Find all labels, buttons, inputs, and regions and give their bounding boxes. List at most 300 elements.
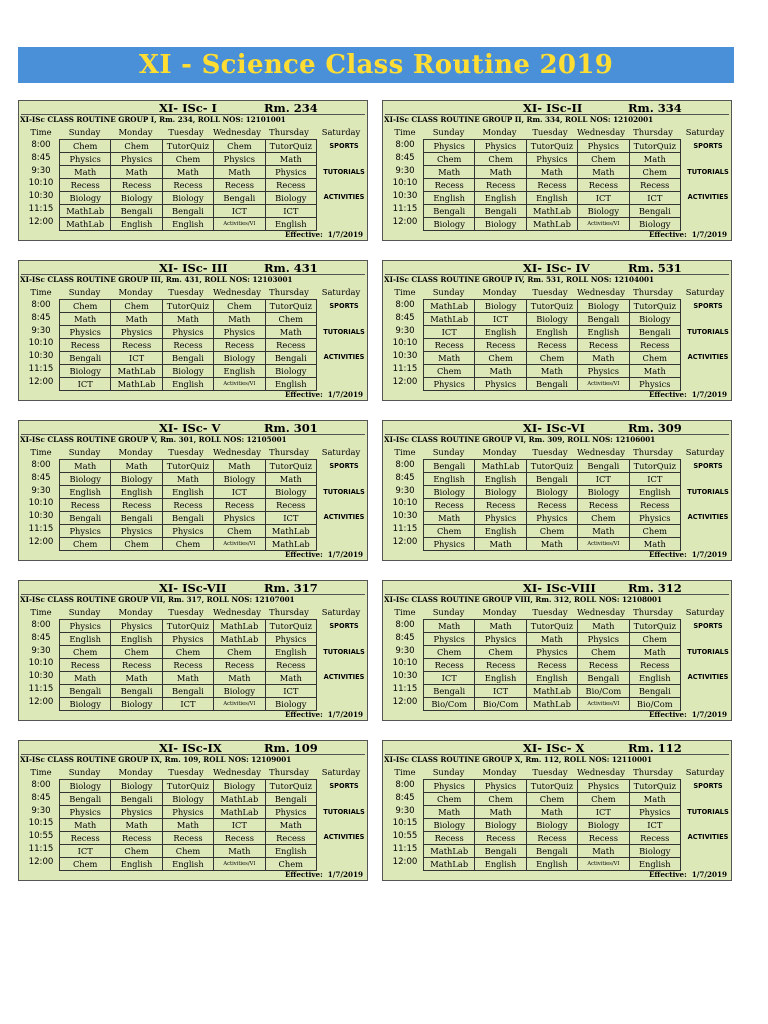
- subject-cell: Chem: [424, 525, 475, 538]
- period-time: 8:00: [395, 620, 415, 630]
- subject-cell: Physics: [475, 780, 526, 793]
- subject-cell: Bengali: [629, 685, 680, 698]
- subject-cell: MathLab: [111, 365, 162, 378]
- subject-cell: Biology: [60, 780, 111, 793]
- subject-cell: ICT: [60, 378, 111, 391]
- subject-cell: Bengali: [60, 512, 111, 525]
- period-time: 12:00: [392, 216, 418, 227]
- subject-cell: Math: [475, 365, 526, 378]
- period-time: 10:10: [28, 338, 54, 349]
- day-header: Monday: [482, 767, 517, 777]
- subject-cell: ICT: [629, 192, 680, 205]
- room-number: Rm. 334: [628, 101, 682, 115]
- subject-cell: Bengali: [162, 352, 213, 365]
- table-row: [60, 300, 317, 313]
- subject-cell: Physics: [214, 326, 265, 339]
- period-time: 10:30: [392, 351, 418, 362]
- subject-cell: Recess: [526, 339, 577, 352]
- saturday-activities: ACTIVITIES: [323, 353, 365, 361]
- subject-cell: Recess: [162, 179, 213, 192]
- period-time: 12:00: [392, 696, 418, 707]
- subject-cell: Biology: [475, 300, 526, 313]
- subject-cell: Biology: [475, 819, 526, 832]
- group-name: XI- ISc- IV: [523, 261, 590, 275]
- subject-cell: Biology: [214, 780, 265, 793]
- table-row: [424, 326, 681, 339]
- subject-cell: ICT: [265, 685, 316, 698]
- subject-cell: Math: [265, 819, 316, 832]
- subject-cell: Recess: [578, 339, 629, 352]
- subject-cell: Bengali: [265, 793, 316, 806]
- period-time: 10:30: [392, 671, 418, 682]
- subject-cell: Bengali: [60, 685, 111, 698]
- saturday-activities: ACTIVITIES: [687, 353, 729, 361]
- table-row: [424, 140, 681, 153]
- table-row: [60, 698, 317, 711]
- subject-cell: MathLab: [265, 525, 316, 538]
- subject-cell: English: [265, 646, 316, 659]
- subject-cell: Chem: [60, 646, 111, 659]
- subject-cell: Recess: [475, 339, 526, 352]
- subject-cell: ICT: [111, 352, 162, 365]
- subject-cell: Math: [214, 845, 265, 858]
- period-time: 8:45: [31, 152, 51, 163]
- subject-cell: ICT: [578, 192, 629, 205]
- subject-cell: ICT: [629, 819, 680, 832]
- subject-cell: Math: [162, 819, 213, 832]
- day-header: Tuesday: [532, 767, 568, 777]
- day-header: Saturday: [685, 287, 725, 297]
- period-time: 12:00: [28, 856, 54, 867]
- effective-date: [285, 230, 363, 240]
- subject-cell: English: [526, 858, 577, 871]
- subject-cell: Biology: [629, 845, 680, 858]
- period-time: 8:00: [395, 780, 415, 790]
- period-time: 8:45: [395, 632, 415, 643]
- saturday-sports: SPORTS: [693, 462, 723, 470]
- subject-cell: Math: [526, 806, 577, 819]
- saturday-sports: SPORTS: [693, 302, 723, 310]
- period-time: 10:30: [28, 511, 54, 522]
- group-subtitle: XI-ISc CLASS ROUTINE GROUP X, Rm. 112, ROLL NOS: 12110001: [384, 755, 652, 764]
- subject-cell: Physics: [475, 378, 526, 391]
- day-header: Sunday: [68, 607, 101, 617]
- subject-cell: English: [424, 192, 475, 205]
- subject-cell: Bengali: [424, 205, 475, 218]
- subject-cell: English: [111, 218, 162, 231]
- subject-cell: English: [60, 486, 111, 499]
- subject-cell: Physics: [475, 512, 526, 525]
- period-time: 12:00: [392, 376, 418, 387]
- day-header: Saturday: [321, 607, 361, 617]
- subject-cell: Biology: [265, 486, 316, 499]
- subject-cell: Recess: [265, 499, 316, 512]
- table-row: [424, 352, 681, 365]
- subject-cell: ICT: [162, 698, 213, 711]
- subject-cell: Chem: [265, 858, 316, 871]
- subject-cell: Physics: [162, 633, 213, 646]
- subject-cell: Recess: [265, 832, 316, 845]
- subject-cell: MathLab: [111, 378, 162, 391]
- subject-cell: Chem: [578, 793, 629, 806]
- subject-cell: Bengali: [162, 512, 213, 525]
- subject-cell: Chem: [475, 153, 526, 166]
- day-header: Sunday: [432, 447, 465, 457]
- table-row: [424, 473, 681, 486]
- subject-cell: English: [111, 486, 162, 499]
- subject-cell: Biology: [265, 698, 316, 711]
- subject-cell: Recess: [265, 339, 316, 352]
- subject-cell: Math: [424, 512, 475, 525]
- effective-date: [649, 870, 727, 880]
- saturday-activities: ACTIVITIES: [687, 833, 729, 841]
- subject-cell: Biology: [265, 365, 316, 378]
- subject-cell: Activities/VI: [578, 378, 629, 391]
- subject-cell: Math: [475, 806, 526, 819]
- effective-date: [285, 710, 363, 720]
- group-subtitle: XI-ISc CLASS ROUTINE GROUP VIII, Rm. 312, ROLL NOS: 12108001: [384, 595, 663, 604]
- effective-value: 1/7/2019: [327, 710, 363, 719]
- period-time: 10:30: [392, 511, 418, 522]
- day-header: Tuesday: [168, 767, 204, 777]
- group-name: XI- ISc- X: [523, 741, 585, 755]
- day-header: Wednesday: [213, 127, 261, 137]
- table-row: [424, 646, 681, 659]
- table-row: [424, 179, 681, 192]
- table-row: [60, 486, 317, 499]
- subject-cell: Recess: [424, 339, 475, 352]
- group-name: XI- ISc-VIII: [523, 581, 596, 595]
- day-header: Tuesday: [168, 607, 204, 617]
- subject-cell: Physics: [629, 806, 680, 819]
- saturday-tutorials: TUTORIALS: [323, 488, 365, 496]
- saturday-tutorials: TUTORIALS: [687, 488, 729, 496]
- subject-cell: Activities/VI: [578, 858, 629, 871]
- saturday-sports: SPORTS: [329, 782, 359, 790]
- table-row: [60, 832, 317, 845]
- subject-cell: TutorQuiz: [526, 140, 577, 153]
- subject-cell: TutorQuiz: [162, 780, 213, 793]
- period-time: 11:15: [28, 364, 54, 374]
- day-header: Saturday: [685, 127, 725, 137]
- table-row: [424, 620, 681, 633]
- subject-cell: Biology: [424, 218, 475, 231]
- subject-cell: English: [265, 845, 316, 858]
- period-time: 12:00: [392, 856, 418, 867]
- subject-cell: Math: [578, 620, 629, 633]
- subject-cell: Chem: [475, 793, 526, 806]
- table-row: [424, 525, 681, 538]
- day-header: Wednesday: [213, 767, 261, 777]
- table-row: [424, 858, 681, 871]
- saturday-activities: ACTIVITIES: [687, 513, 729, 521]
- effective-label: Effective:: [284, 390, 323, 399]
- time-header: Time: [394, 607, 416, 617]
- subject-cell: Bengali: [578, 313, 629, 326]
- day-header: Monday: [482, 287, 517, 297]
- effective-value: 1/7/2019: [691, 550, 727, 559]
- subject-cell: Math: [214, 460, 265, 473]
- day-header: Thursday: [269, 767, 309, 777]
- period-time: 9:30: [395, 805, 415, 816]
- subject-cell: Chem: [214, 300, 265, 313]
- effective-label: Effective:: [648, 390, 687, 399]
- subject-cell: Recess: [162, 832, 213, 845]
- subject-cell: ICT: [214, 819, 265, 832]
- period-time: 8:45: [395, 472, 415, 483]
- period-time: 8:45: [395, 152, 415, 163]
- day-header: Tuesday: [168, 287, 204, 297]
- table-row: [60, 205, 317, 218]
- subject-cell: Math: [578, 166, 629, 179]
- table-row: [60, 153, 317, 166]
- subject-cell: Math: [111, 166, 162, 179]
- saturday-sports: SPORTS: [329, 462, 359, 470]
- table-row: [60, 326, 317, 339]
- subject-cell: Recess: [60, 499, 111, 512]
- period-time: 10:15: [392, 818, 418, 829]
- subject-cell: Activities/VI: [214, 698, 265, 711]
- subject-cell: Physics: [424, 780, 475, 793]
- period-time: 8:00: [395, 140, 415, 150]
- time-header: Time: [30, 127, 52, 137]
- subject-cell: Chem: [578, 646, 629, 659]
- table-row: [60, 633, 317, 646]
- group-name: XI- ISc- I: [159, 101, 217, 115]
- subject-cell: Recess: [162, 659, 213, 672]
- subject-cell: Physics: [60, 620, 111, 633]
- table-row: [60, 659, 317, 672]
- group-name: XI- ISc-VII: [159, 581, 227, 595]
- subject-cell: Math: [214, 313, 265, 326]
- group-name: XI- ISc- V: [159, 421, 221, 435]
- subject-cell: Math: [111, 672, 162, 685]
- subject-cell: Bio/Com: [424, 698, 475, 711]
- subject-cell: Physics: [111, 153, 162, 166]
- table-row: [424, 486, 681, 499]
- table-row: [424, 780, 681, 793]
- subject-cell: Physics: [475, 633, 526, 646]
- effective-value: 1/7/2019: [327, 550, 363, 559]
- day-header: Tuesday: [168, 127, 204, 137]
- subject-cell: Biology: [111, 780, 162, 793]
- subject-cell: Recess: [60, 832, 111, 845]
- subject-cell: Math: [424, 352, 475, 365]
- schedule-grid: [59, 779, 317, 871]
- subject-cell: Math: [629, 153, 680, 166]
- day-header: Monday: [118, 127, 153, 137]
- subject-cell: Recess: [162, 499, 213, 512]
- period-time: 9:30: [31, 805, 51, 816]
- subject-cell: English: [111, 858, 162, 871]
- period-time: 9:30: [31, 485, 51, 496]
- day-header: Thursday: [269, 607, 309, 617]
- subject-cell: Bengali: [162, 205, 213, 218]
- room-number: Rm. 312: [628, 581, 682, 595]
- subject-cell: Recess: [214, 832, 265, 845]
- subject-cell: TutorQuiz: [265, 780, 316, 793]
- period-time: 10:10: [392, 498, 418, 509]
- group-subtitle: XI-ISc CLASS ROUTINE GROUP IX, Rm. 109, ROLL NOS: 12109001: [20, 755, 292, 764]
- table-row: [424, 339, 681, 352]
- subject-cell: Recess: [629, 659, 680, 672]
- day-header: Thursday: [633, 607, 673, 617]
- subject-cell: Physics: [526, 646, 577, 659]
- table-row: [424, 300, 681, 313]
- subject-cell: English: [629, 672, 680, 685]
- effective-date: [285, 550, 363, 560]
- subject-cell: Physics: [578, 365, 629, 378]
- subject-cell: English: [578, 326, 629, 339]
- subject-cell: Bengali: [629, 205, 680, 218]
- subject-cell: English: [162, 378, 213, 391]
- group-subtitle: XI-ISc CLASS ROUTINE GROUP I, Rm. 234, ROLL NOS: 12101001: [20, 115, 286, 124]
- effective-value: 1/7/2019: [327, 870, 363, 879]
- subject-cell: Math: [111, 313, 162, 326]
- subject-cell: Bengali: [475, 845, 526, 858]
- subject-cell: Chem: [60, 300, 111, 313]
- routine-panel: [18, 260, 368, 401]
- subject-cell: Physics: [111, 525, 162, 538]
- subject-cell: Physics: [424, 140, 475, 153]
- subject-cell: Chem: [60, 140, 111, 153]
- table-row: [60, 525, 317, 538]
- effective-date: [649, 710, 727, 720]
- day-header: Sunday: [432, 607, 465, 617]
- table-row: [60, 192, 317, 205]
- subject-cell: Recess: [424, 659, 475, 672]
- subject-cell: Chem: [162, 845, 213, 858]
- subject-cell: Chem: [424, 646, 475, 659]
- subject-cell: Biology: [60, 698, 111, 711]
- subject-cell: Bengali: [265, 352, 316, 365]
- time-header: Time: [30, 607, 52, 617]
- subject-cell: Bengali: [424, 460, 475, 473]
- period-time: 8:45: [31, 792, 51, 803]
- subject-cell: English: [265, 378, 316, 391]
- routine-panel: [382, 580, 732, 721]
- subject-cell: Chem: [629, 352, 680, 365]
- subject-cell: Recess: [629, 832, 680, 845]
- subject-cell: Math: [60, 672, 111, 685]
- subject-cell: Math: [475, 620, 526, 633]
- saturday-sports: SPORTS: [329, 142, 359, 150]
- period-time: 12:00: [28, 216, 54, 227]
- subject-cell: Physics: [214, 512, 265, 525]
- subject-cell: MathLab: [214, 620, 265, 633]
- subject-cell: MathLab: [265, 538, 316, 551]
- day-header: Thursday: [633, 447, 673, 457]
- subject-cell: Recess: [424, 179, 475, 192]
- subject-cell: English: [526, 672, 577, 685]
- subject-cell: Recess: [526, 499, 577, 512]
- time-header: Time: [30, 447, 52, 457]
- subject-cell: Bengali: [578, 672, 629, 685]
- day-header: Monday: [118, 767, 153, 777]
- subject-cell: MathLab: [424, 300, 475, 313]
- day-header: Thursday: [633, 287, 673, 297]
- subject-cell: Recess: [578, 499, 629, 512]
- subject-cell: Math: [265, 672, 316, 685]
- day-header: Monday: [118, 607, 153, 617]
- day-header: Wednesday: [577, 287, 625, 297]
- subject-cell: Math: [475, 166, 526, 179]
- subject-cell: Chem: [111, 845, 162, 858]
- room-number: Rm. 301: [264, 421, 318, 435]
- subject-cell: MathLab: [424, 313, 475, 326]
- group-subtitle: XI-ISc CLASS ROUTINE GROUP III, Rm. 431, ROLL NOS: 12103001: [20, 275, 293, 284]
- subject-cell: English: [475, 192, 526, 205]
- subject-cell: Math: [162, 473, 213, 486]
- day-header: Sunday: [432, 127, 465, 137]
- table-row: [424, 153, 681, 166]
- table-row: [60, 672, 317, 685]
- subject-cell: ICT: [475, 685, 526, 698]
- table-row: [424, 845, 681, 858]
- subject-cell: TutorQuiz: [526, 300, 577, 313]
- day-header: Saturday: [321, 127, 361, 137]
- subject-cell: Recess: [475, 179, 526, 192]
- subject-cell: Biology: [162, 793, 213, 806]
- subject-cell: Biology: [214, 473, 265, 486]
- subject-cell: Biology: [475, 218, 526, 231]
- period-time: 9:30: [31, 325, 51, 336]
- subject-cell: Biology: [578, 300, 629, 313]
- day-header: Tuesday: [532, 127, 568, 137]
- subject-cell: Bengali: [629, 326, 680, 339]
- subject-cell: Physics: [526, 153, 577, 166]
- period-time: 12:00: [28, 536, 54, 547]
- subject-cell: Math: [60, 313, 111, 326]
- table-row: [60, 140, 317, 153]
- subject-cell: Chem: [629, 166, 680, 179]
- subject-cell: Chem: [111, 538, 162, 551]
- day-header: Thursday: [633, 767, 673, 777]
- table-row: [424, 192, 681, 205]
- subject-cell: English: [526, 326, 577, 339]
- subject-cell: Recess: [60, 179, 111, 192]
- period-time: 8:45: [31, 312, 51, 323]
- routine-panel: [382, 420, 732, 561]
- subject-cell: Recess: [60, 659, 111, 672]
- subject-cell: TutorQuiz: [629, 780, 680, 793]
- period-time: 8:00: [31, 140, 51, 150]
- period-time: 11:15: [28, 844, 54, 854]
- subject-cell: Activities/VI: [214, 218, 265, 231]
- subject-cell: English: [475, 525, 526, 538]
- subject-cell: Activities/VI: [214, 858, 265, 871]
- table-row: [60, 685, 317, 698]
- table-row: [60, 365, 317, 378]
- subject-cell: Recess: [214, 179, 265, 192]
- subject-cell: Math: [578, 845, 629, 858]
- subject-cell: Recess: [111, 339, 162, 352]
- subject-cell: Activities/VI: [578, 698, 629, 711]
- subject-cell: Biology: [60, 192, 111, 205]
- subject-cell: Math: [424, 620, 475, 633]
- day-header: Thursday: [269, 287, 309, 297]
- effective-label: Effective:: [284, 710, 323, 719]
- period-time: 8:45: [395, 792, 415, 803]
- day-header: Tuesday: [532, 287, 568, 297]
- subject-cell: TutorQuiz: [629, 140, 680, 153]
- subject-cell: Physics: [111, 806, 162, 819]
- routine-panel: [18, 580, 368, 721]
- subject-cell: Math: [265, 473, 316, 486]
- table-row: [60, 845, 317, 858]
- subject-cell: TutorQuiz: [162, 300, 213, 313]
- subject-cell: Bio/Com: [578, 685, 629, 698]
